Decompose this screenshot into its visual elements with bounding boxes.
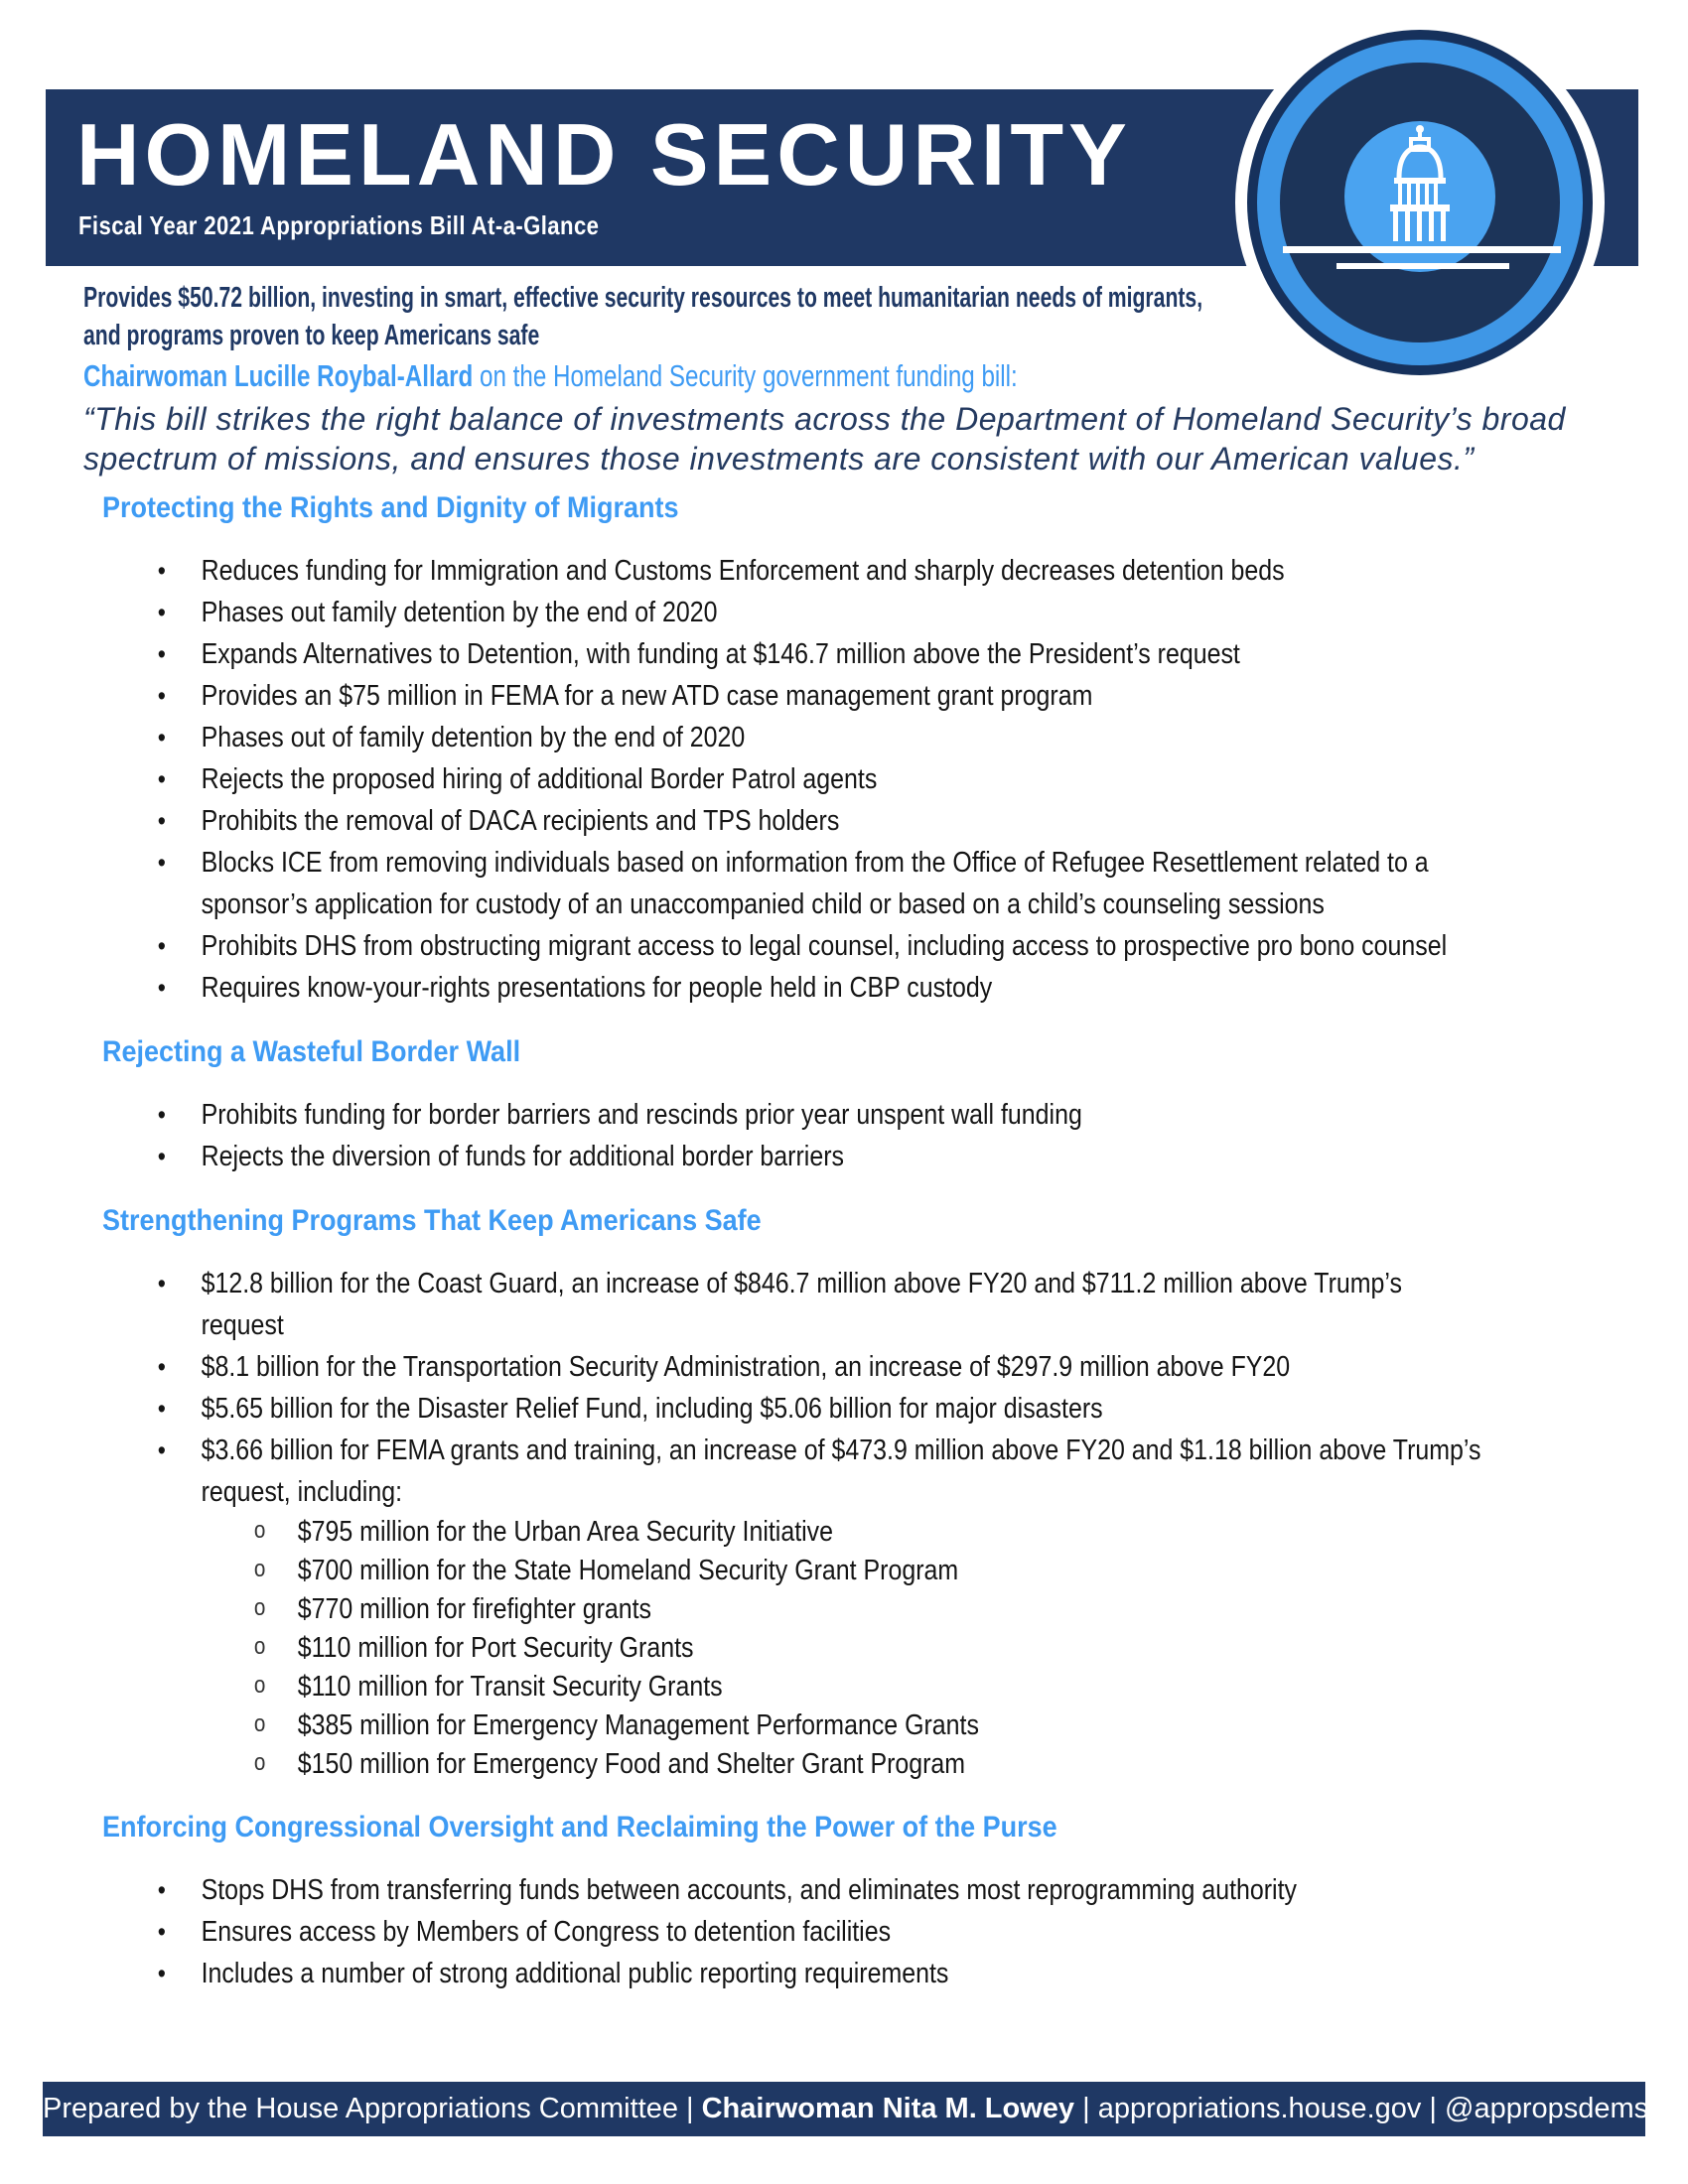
bullet-text: Expands Alternatives to Detention, with funding at $146.7 million above the President’s request xyxy=(201,638,1240,670)
bullet-item xyxy=(156,967,1488,1009)
attribution-context: on the Homeland Security government funding bill: xyxy=(473,358,1018,393)
bullet-item xyxy=(156,1388,1488,1430)
bullet-text: Provides an $75 million in FEMA for a new ATD case management grant program xyxy=(201,680,1093,712)
sub-bullet-text: $700 million for the State Homeland Security Grant Program xyxy=(297,1555,959,1586)
sub-bullet-marker: o xyxy=(253,1594,266,1621)
quote-line-1: “This bill strikes the right balance of investments across the Department of Homeland Security’s broad xyxy=(83,401,1566,437)
sub-bullet-item xyxy=(252,1513,1487,1552)
bullet-marker: • xyxy=(157,1269,166,1298)
bullet-item xyxy=(156,633,1488,675)
bullet-text: Phases out of family detention by the end of 2020 xyxy=(201,722,746,753)
bullet-item xyxy=(156,842,1488,925)
speaker-name: Chairwoman Lucille Roybal-Allard xyxy=(83,358,474,393)
sub-bullet-text: $795 million for the Urban Area Security Initiative xyxy=(297,1516,834,1548)
attribution-line xyxy=(83,357,1018,395)
footer-suffix: | appropriations.house.gov | @appropsdems xyxy=(1074,2093,1649,2124)
sub-bullet-item xyxy=(252,1745,1487,1784)
bullet-item xyxy=(156,1094,1488,1136)
bullet-text: Blocks ICE from removing individuals based on information from the Office of Refugee Resettlement related to a sponsor’s application for custody of an unaccompanied child or based on a child’s counseling sessions xyxy=(201,847,1429,920)
section-heading: Protecting the Rights and Dignity of Migrants xyxy=(102,491,679,524)
bullet-text: $8.1 billion for the Transportation Security Administration, an increase of $297.9 million above FY20 xyxy=(201,1351,1291,1383)
bullet-item xyxy=(156,1346,1488,1388)
sub-bullet-item xyxy=(252,1552,1487,1590)
bullet-text: Reduces funding for Immigration and Customs Enforcement and sharply decreases detention beds xyxy=(201,555,1285,587)
bullet-item xyxy=(156,550,1488,592)
bullet-marker: • xyxy=(157,1917,166,1947)
bullet-text: Stops DHS from transferring funds between accounts, and eliminates most reprogramming authority xyxy=(201,1874,1298,1906)
intro-line-1: Provides $50.72 billion, investing in smart, effective security resources to meet humanitarian needs of migrants, xyxy=(83,282,1203,314)
section-heading: Strengthening Programs That Keep Americans Safe xyxy=(102,1204,762,1237)
bullet-marker: • xyxy=(157,639,166,669)
bullet-item xyxy=(156,1136,1488,1177)
bullet-list xyxy=(156,550,1488,1009)
sub-bullet-text: $770 million for firefighter grants xyxy=(297,1593,652,1625)
page-subtitle: Fiscal Year 2021 Appropriations Bill At-a-Glance xyxy=(78,210,600,240)
bullet-item xyxy=(156,758,1488,800)
bullet-item xyxy=(156,675,1488,717)
bullet-text: Prohibits DHS from obstructing migrant access to legal counsel, including access to prospective pro bono counsel xyxy=(201,930,1448,962)
bullet-text: Includes a number of strong additional public reporting requirements xyxy=(201,1958,949,1989)
section-heading: Enforcing Congressional Oversight and Reclaiming the Power of the Purse xyxy=(102,1811,1057,1843)
sub-bullet-marker: o xyxy=(253,1710,266,1737)
bullet-marker: • xyxy=(157,931,166,961)
bullet-text: Phases out family detention by the end of 2020 xyxy=(201,597,718,628)
bullet-marker: • xyxy=(157,848,166,878)
sub-bullet-marker: o xyxy=(253,1517,266,1544)
bullet-item xyxy=(156,925,1488,967)
sub-bullet-item xyxy=(252,1668,1487,1706)
bullet-text: $5.65 billion for the Disaster Relief Fund, including $5.06 billion for major disasters xyxy=(201,1393,1103,1425)
capitol-seal-logo xyxy=(1247,30,1593,375)
bullet-marker: • xyxy=(157,1959,166,1988)
bullet-text: Rejects the proposed hiring of additional Border Patrol agents xyxy=(201,763,878,795)
sub-bullet-marker: o xyxy=(253,1633,266,1660)
bullet-text: Prohibits the removal of DACA recipients and TPS holders xyxy=(201,805,840,837)
bullet-marker: • xyxy=(157,1394,166,1424)
sub-bullet-marker: o xyxy=(253,1749,266,1776)
bullet-item xyxy=(156,592,1488,633)
bullet-marker: • xyxy=(157,1352,166,1382)
bullet-marker: • xyxy=(157,723,166,752)
bullet-marker: • xyxy=(157,806,166,836)
bullet-item xyxy=(156,1869,1488,1911)
bullet-text: Rejects the diversion of funds for additional border barriers xyxy=(201,1141,844,1172)
bullet-list xyxy=(156,1869,1488,1994)
seal-underline-long xyxy=(1283,246,1561,253)
footer-bar xyxy=(43,2082,1649,2136)
bullet-item xyxy=(156,800,1488,842)
sections-container xyxy=(0,488,1688,1994)
intro-paragraph xyxy=(83,279,1202,354)
bullet-marker: • xyxy=(157,1142,166,1171)
bullet-marker: • xyxy=(157,681,166,711)
sub-bullet-item xyxy=(252,1706,1487,1745)
bullet-text: Ensures access by Members of Congress to detention facilities xyxy=(201,1916,892,1948)
intro-line-2: and programs proven to keep Americans safe xyxy=(83,320,540,351)
sub-bullet-text: $385 million for Emergency Management Performance Grants xyxy=(297,1709,979,1741)
bullet-text: Requires know-your-rights presentations for people held in CBP custody xyxy=(201,972,993,1004)
bullet-text: $12.8 billion for the Coast Guard, an increase of $846.7 million above FY20 and $711.2 million above Trump’s request xyxy=(201,1268,1402,1341)
bullet-marker: • xyxy=(157,598,166,627)
section-heading: Rejecting a Wasteful Border Wall xyxy=(102,1035,521,1068)
sub-bullet-marker: o xyxy=(253,1556,266,1582)
sub-bullet-list xyxy=(252,1513,1487,1784)
bullet-marker: • xyxy=(157,764,166,794)
sub-bullet-text: $110 million for Transit Security Grants xyxy=(297,1671,723,1703)
footer-chairwoman: Chairwoman Nita M. Lowey xyxy=(701,2093,1075,2124)
page-title: HOMELAND SECURITY xyxy=(76,105,1132,204)
bullet-text: $3.66 billion for FEMA grants and training, an increase of $473.9 million above FY20 and $1.18 billion above Trump’s request, including: xyxy=(201,1434,1481,1508)
bullet-item xyxy=(156,1263,1488,1346)
bullet-item xyxy=(156,1953,1488,1994)
footer-prefix: Prepared by the House Appropriations Committee | xyxy=(43,2093,702,2124)
sub-bullet-text: $110 million for Port Security Grants xyxy=(297,1632,694,1664)
quote-block xyxy=(83,399,1566,478)
bullet-marker: • xyxy=(157,973,166,1003)
bullet-marker: • xyxy=(157,556,166,586)
capitol-dome-icon xyxy=(1378,123,1462,246)
bullet-text: Prohibits funding for border barriers and rescinds prior year unspent wall funding xyxy=(201,1099,1082,1131)
sub-bullet-item xyxy=(252,1629,1487,1668)
quote-line-2: spectrum of missions, and ensures those investments are consistent with our American values.” xyxy=(83,441,1475,477)
bullet-list xyxy=(156,1263,1488,1784)
bullet-marker: • xyxy=(157,1435,166,1465)
sub-bullet-marker: o xyxy=(253,1672,266,1699)
bullet-marker: • xyxy=(157,1875,166,1905)
bullet-item xyxy=(156,1911,1488,1953)
bullet-item xyxy=(156,717,1488,758)
bullet-item xyxy=(156,1430,1488,1784)
sub-bullet-item xyxy=(252,1590,1487,1629)
sub-bullet-text: $150 million for Emergency Food and Shelter Grant Program xyxy=(297,1748,966,1780)
bullet-list xyxy=(156,1094,1488,1177)
seal-underline-short xyxy=(1336,263,1509,269)
bullet-marker: • xyxy=(157,1100,166,1130)
